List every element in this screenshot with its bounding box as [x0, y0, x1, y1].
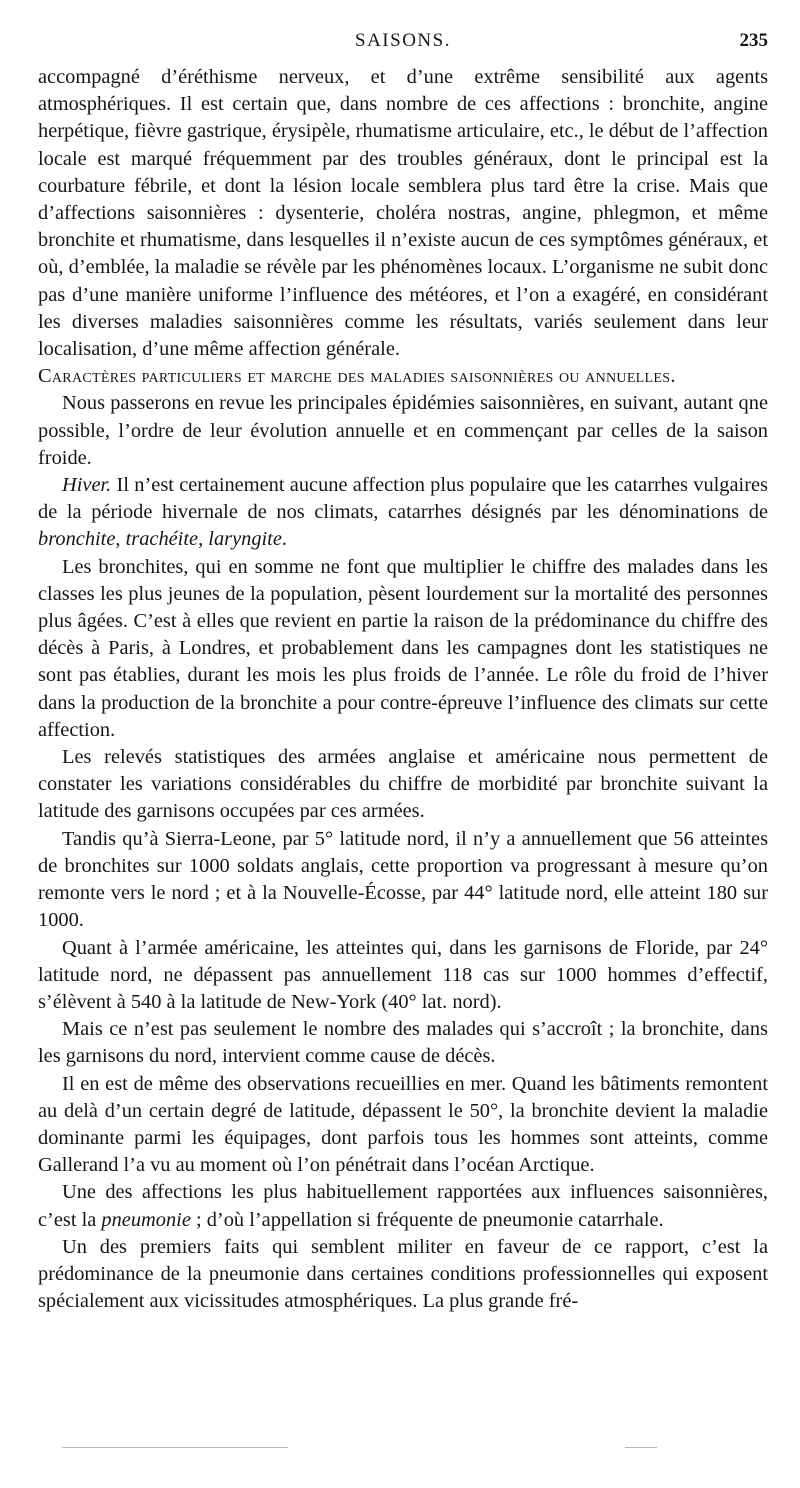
separator: ,	[198, 528, 209, 551]
paragraph-intro: Nous passerons en revue les principales épidémies saisonnières, en suivant, autant qne possible, l’ordre de leur évolution annuelle et en commençant par celles de la saison froide.	[38, 392, 768, 469]
paragraph-professions: Un des premiers faits qui semblent militer en faveur de ce rapport, c’est la prédominance de la pneumonie dans certaines conditions professionnelles qui exposent spécialement aux vicissitudes atmosphériques. La plus grande fré-	[38, 1235, 768, 1313]
paragraph-continuation: accompagné d’éréthisme nerveux, et d’une extrême sensibilité aux agents atmosphériques. Il est certain que, dans nombre de ces affections : bronchite, angine herpétique, fièvre gastrique, érysipèle, rhumatisme articulaire, etc., le début de l’affection locale est marqué fréquemment par des troubles généraux, dont le principal est la courbature fébrile, et dont la lésion locale semblera plus tard être la crise. Mais que d’affections saisonnières : dysenterie, choléra nostras, angine, phlegmon, et même bronchite et rhumatisme, dans lesquelles il n’existe aucun de ces symptômes généraux, et où, d’emblée, la maladie se révèle par les phénomènes locaux. L’organisme ne subit donc pas d’une manière uniforme l’influence des météores, et l’on a exagéré, en considérant les diverses maladies saisonnières comme les résultats, variés seulement dans leur localisation, d’une même affection générale.	[38, 66, 768, 361]
paragraph-releves: Les relevés statistiques des armées anglaise et américaine nous permettent de constater les variations considérables du chiffre de morbidité par bronchite suivant la latitude des garnisons occupées par ces armées.	[38, 746, 768, 823]
paragraph-end: .	[281, 528, 288, 551]
section-heading: Caractères particuliers et marche des maladies saisonnières ou annuelles.	[38, 365, 676, 388]
term-laryngite: laryngite	[208, 528, 282, 551]
paragraph-text: Il n’est certainement aucune affection plus populaire que les catarrhes vulgaires de la période hivernale de nos climats, catarrhes désignés par les dénominations de	[38, 474, 768, 524]
paragraph-sierra-leone: Tandis qu’à Sierra-Leone, par 5° latitude nord, il n’y a annuellement que 56 atteintes de bronchites sur 1000 soldats anglais, cette proportion va progressant à mesure qu’on remonte vers le nord ; et à la Nouvelle-Écosse, par 44° latitude nord, elle atteint 180 sur 1000.	[38, 827, 768, 932]
paragraph-mer: Il en est de même des observations recueillies en mer. Quand les bâtiments remontent au delà d’un certain degré de latitude, dépassent le 50°, la bronchite devient la maladie dominante parmi les équipages, dont parfois tous les hommes sont atteints, comme Gallerand l’a vu au moment où l’on pénétrait dans l’océan Arctique.	[38, 1072, 768, 1177]
separator: ,	[115, 528, 126, 551]
paragraph-pneumonie	[38, 1179, 768, 1233]
page-number: 235	[739, 30, 768, 51]
season-label: Hiver.	[62, 474, 112, 497]
paragraph-end: ; d’où l’appellation si fréquente de pneumonie catarrhale.	[190, 1208, 664, 1231]
term-bronchite: bronchite	[38, 528, 116, 551]
bleed-through-mark	[625, 1447, 657, 1448]
paragraph-text: Une des affections les plus habituellement rapportées aux influences saisonnières, c’est la	[38, 1181, 768, 1231]
paragraph-hiver	[38, 472, 768, 554]
paragraph-bronchites: Les bronchites, qui en somme ne font que multiplier le chiffre des malades dans les classes les plus jeunes de la population, pèsent lourdement sur la mortalité des personnes plus âgées. C’est à elles que revient en partie la raison de la prédominance du chiffre des décès à Paris, à Londres, et probablement dans les campagnes dont les statistiques ne sont pas établies, durant les mois les plus froids de l’année. Le rôle du froid de l’hiver dans la production de la bronchite a pour contre-épreuve l’influence des climats sur cette affection.	[38, 555, 768, 741]
paragraph-deces: Mais ce n’est pas seulement le nombre des malades qui s’accroît ; la bronchite, dans les garnisons du nord, intervient comme cause de décès.	[38, 1018, 768, 1068]
bleed-through-mark	[62, 1447, 288, 1448]
term-tracheite: trachéite	[125, 528, 199, 551]
page-header	[38, 30, 768, 56]
term-pneumonie: pneumonie	[101, 1208, 191, 1231]
paragraph-armee-americaine: Quant à l’armée américaine, les atteintes qui, dans les garnisons de Floride, par 24° latitude nord, ne dépassent pas annuellement 118 cas sur 1000 hommes d’effectif, s’élèvent à 540 à la latitude de New-York (40° lat. nord).	[38, 936, 768, 1013]
running-title: SAISONS.	[355, 30, 451, 51]
page-body	[38, 64, 768, 1315]
